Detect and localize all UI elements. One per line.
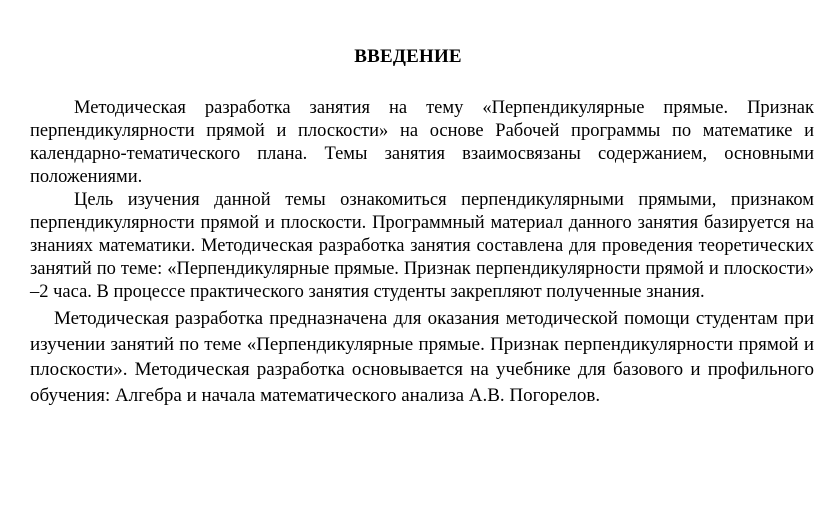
paragraph-intro: Методическая разработка занятия на тему «Перпендикулярные прямые. Признак перпендикулярности прямой и плоскости» на основе Рабочей программы по математике и календарно-тематического плана. Темы занятия взаимосвязаны содержанием, основными положениями.: [30, 98, 814, 187]
paragraph-goal: Цель изучения данной темы ознакомиться перпендикулярными прямыми, признаком перпендикулярности прямой и плоскости. Программный материал данного занятия базируется на знаниях математики. Методическая разработка занятия составлена для проведения теоретических занятий по теме: «Перпендикулярные прямые. Признак перпендикулярности прямой и плоскости» –2 часа. В процессе практического занятия студенты закрепляют полученные знания.: [30, 190, 814, 302]
page-title: ВВЕДЕНИЕ: [354, 46, 462, 67]
paragraph-purpose: Методическая разработка предназначена для оказания методической помощи студентам при изучении занятий по теме «Перпендикулярные прямые. Признак перпендикулярности прямой и плоскости». Методическая разработка основывается на учебнике для базового и профильного обучения: Алгебра и начала математического анализа А.В. Погорелов.: [30, 308, 814, 406]
document-body: [30, 97, 814, 408]
